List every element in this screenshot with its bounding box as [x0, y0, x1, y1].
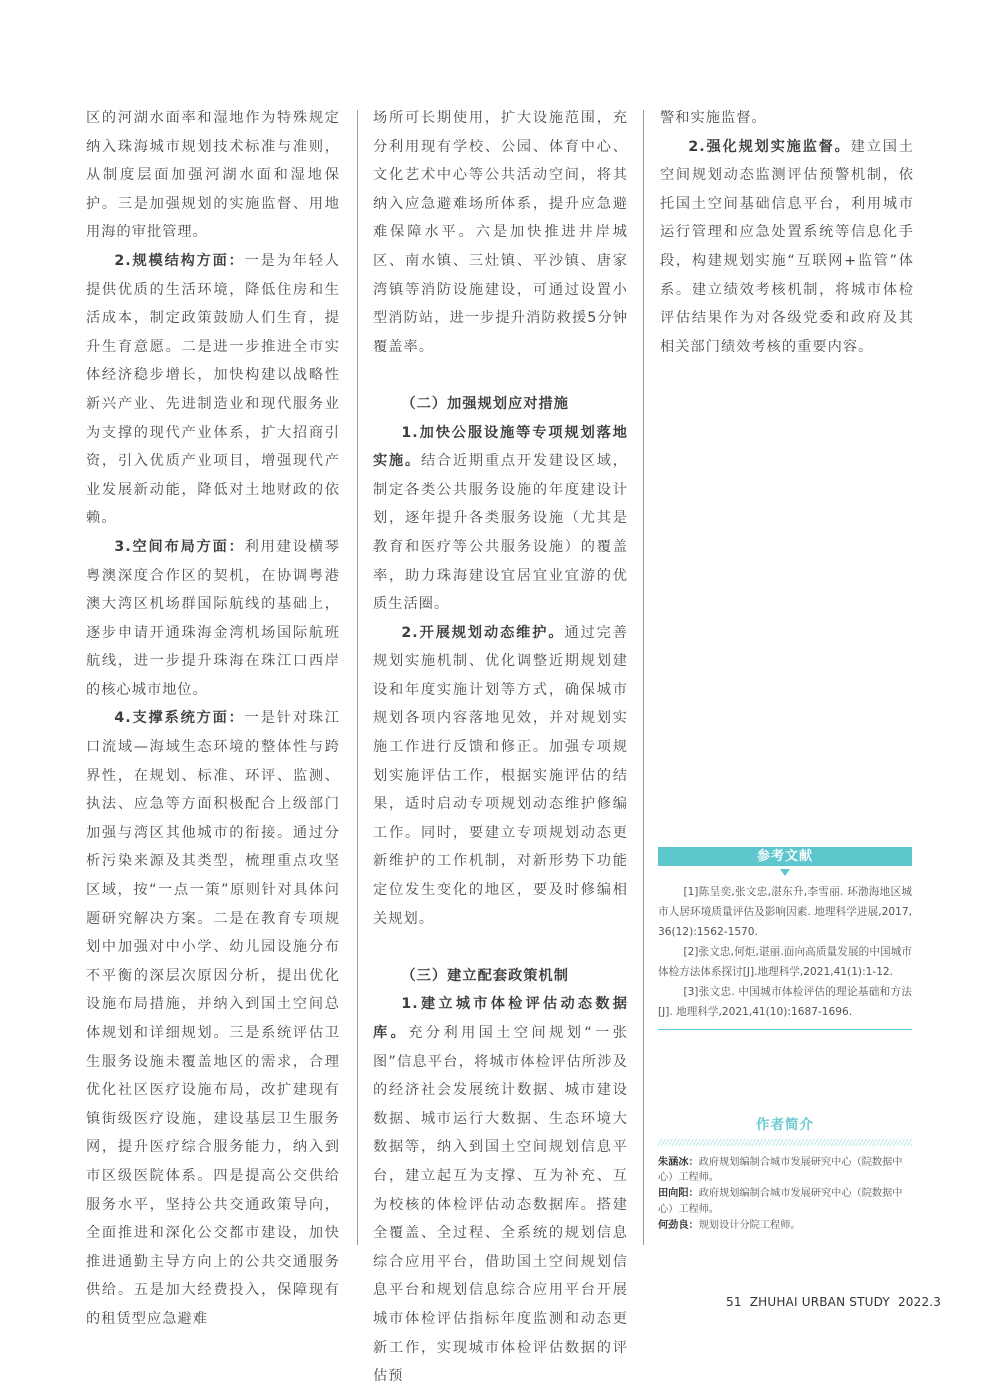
text-column-1	[86, 104, 340, 1334]
paragraph-heading: 2.开展规划动态维护。	[401, 624, 565, 641]
paragraph-heading: 1.建立城市体检评估动态数据库。	[373, 996, 628, 1041]
section-heading: （三）建立配套政策机制	[401, 967, 570, 984]
author-name: 朱涵冰：	[658, 1157, 699, 1168]
paragraph-text: 建立国土空间规划动态监测评估预警机制，依托国土空间基础信息平台，利用城市运行管理和应急处置系统等信息化手段，构建规划实施“互联网+监管”体系。建立绩效考核机制，将城市体检评估结果作为对各级党委和政府及其相关部门绩效考核的重要内容。	[660, 138, 914, 355]
paragraph	[373, 619, 628, 934]
reference-item: [3]张文忠. 中国城市体检评估的理论基础和方法[J]. 地理科学,2021,41(10):1687-1696.	[658, 986, 912, 1018]
author-desc: 政府规划编制合城市发展研究中心（院数据中心）工程师。	[658, 1157, 903, 1184]
paragraph: 警和实施监督。	[660, 110, 767, 126]
journal-issue: 2022.3	[897, 1295, 942, 1309]
paragraph-heading: 2.规模结构方面：	[114, 252, 245, 269]
column-divider	[643, 110, 644, 1245]
paragraph: 场所可长期使用，扩大设施范围，充分利用现有学校、公园、体育中心、文化艺术中心等公共活动空间，将其纳入应急避难场所体系，提升应急避难保障水平。六是加快推进井岸城区、南水镇、三灶镇、平沙镇、唐家湾镇等消防设施建设，可通过设置小型消防站，进一步提升消防救援5分钟覆盖率。	[373, 110, 628, 355]
paragraph-text: 一是针对珠江口流域—海域生态环境的整体性与跨界性，在规划、标准、环评、监测、执法、应急等方面积极配合上级部门加强与湾区其他城市的衔接。通过分析污染来源及其类型，梳理重点攻坚区域，按“一点一策”原则针对具体问题研究解决方案。二是在教育专项规划中加强对中小学、幼儿园设施分布不平衡的深层次原因分析，提出优化设施布局措施，并纳入到国土空间总体规划和详细规划。三是系统评估卫生服务设施未覆盖地区的需求，合理优化社区医疗设施布局，改扩建现有镇街级医疗设施，建设基层卫生服务网，提升医疗综合服务能力，纳入到市区级医院体系。四是提高公交供给服务水平，坚持公共交通政策导向，全面推进和深化公交都市建设，加快推进通勤主导方向上的公共交通服务供给。五是加大经费投入，保障现有的租赁型应急避难	[86, 710, 340, 1327]
reference-item: [1]陈呈奕,张文忠,湛东升,李雪丽. 环渤海地区城市人居环境质量评估及影响因素. 地理科学进展,2017,36(12):1562-1570.	[658, 886, 912, 938]
references-bottom-rule	[658, 1029, 912, 1030]
author-name: 何劲良：	[658, 1219, 699, 1231]
paragraph-text: 一是为年轻人提供优质的生活环境，降低住房和生活成本，制定政策鼓励人们生育，提升生育意愿。二是进一步推进全市实体经济稳步增长，加快构建以战略性新兴产业、先进制造业和现代服务业为支撑的现代产业体系，扩大招商引资，引入优质产业项目，增强现代产业发展新动能，降低对土地财政的依赖。	[86, 252, 340, 527]
author-desc: 规划设计分院工程师。	[698, 1219, 801, 1231]
column-divider	[357, 110, 358, 1245]
paragraph-heading: 3.空间布局方面：	[114, 538, 245, 555]
author-item	[658, 1186, 912, 1216]
paragraph	[86, 533, 340, 705]
author-item	[658, 1218, 912, 1233]
paragraph	[660, 133, 914, 362]
author-bio-section	[658, 1115, 912, 1234]
paragraph-heading: 2.强化规划实施监督。	[688, 138, 851, 155]
paragraph-text: 充分利用国土空间规划“一张图”信息平台，将城市体检评估所涉及的经济社会发展统计数据、城市建设数据、城市运行大数据、生态环境大数据等，纳入到国土空间规划信息平台，建立起互为支撑、互为补充、互为校核的体检评估动态数据库。搭建全覆盖、全过程、全系统的规划信息综合应用平台，借助国土空间规划信息平台和规划信息综合应用平台开展城市体检评估指标年度监测和动态更新工作，实现城市体检评估数据的评估预	[373, 1025, 628, 1385]
author-name: 田向阳：	[658, 1188, 699, 1200]
paragraph	[373, 419, 628, 619]
author-item	[658, 1155, 912, 1185]
author-list	[658, 1155, 912, 1233]
paragraph-heading: 4.支撑系统方面：	[114, 710, 245, 727]
page-footer	[726, 1295, 941, 1309]
page-number: 51	[726, 1295, 742, 1309]
author-bio-title: 作者简介	[756, 1117, 814, 1133]
reference-item: [2]张文忠,何炬,谌丽.面向高质量发展的中国城市体检方法体系探讨[J].地理科学,2021,41(1):1-12.	[658, 946, 912, 978]
section-heading: （二）加强规划应对措施	[401, 395, 570, 412]
references-list	[658, 882, 912, 1022]
hatched-divider	[658, 1139, 912, 1146]
paragraph	[373, 990, 628, 1390]
paragraph	[86, 247, 340, 533]
paragraph-heading: 1.加快公服设施等专项规划落地实施。	[373, 424, 628, 470]
author-desc: 政府规划编制合城市发展研究中心（院数据中心）工程师。	[658, 1188, 903, 1215]
paragraph	[86, 704, 340, 1333]
text-column-3	[660, 104, 914, 361]
text-column-2	[373, 104, 628, 1391]
references-title: 参考文献	[658, 847, 912, 866]
journal-name: ZHUHAI URBAN STUDY	[749, 1295, 890, 1309]
paragraph-text: 利用建设横琴粤澳深度合作区的契机，在协调粤港澳大湾区机场群国际航线的基础上，逐步申请开通珠海金湾机场国际航班航线，进一步提升珠海在珠江口西岸的核心城市地位。	[86, 538, 340, 698]
paragraph-text: 结合近期重点开发建设区域，制定各类公共服务设施的年度建设计划，逐年提升各类服务设施（尤其是教育和医疗等公共服务设施）的覆盖率，助力珠海建设宜居宜业宜游的优质生活圈。	[373, 453, 628, 613]
triangle-down-icon	[780, 869, 790, 876]
paragraph: 区的河湖水面率和湿地作为特殊规定纳入珠海城市规划技术标准与准则，从制度层面加强河湖水面和湿地保护。三是加强规划的实施监督、用地用海的审批管理。	[86, 110, 340, 241]
references-section	[658, 847, 912, 1030]
paragraph-text: 通过完善规划实施机制、优化调整近期规划建设和年度实施计划等方式，确保城市规划各项内容落地见效，并对规划实施工作进行反馈和修正。加强专项规划实施评估工作，根据实施评估的结果，适时启动专项规划动态维护修编工作。同时，要建立专项规划动态更新维护的工作机制，对新形势下功能定位发生变化的地区，要及时修编相关规划。	[373, 624, 629, 927]
